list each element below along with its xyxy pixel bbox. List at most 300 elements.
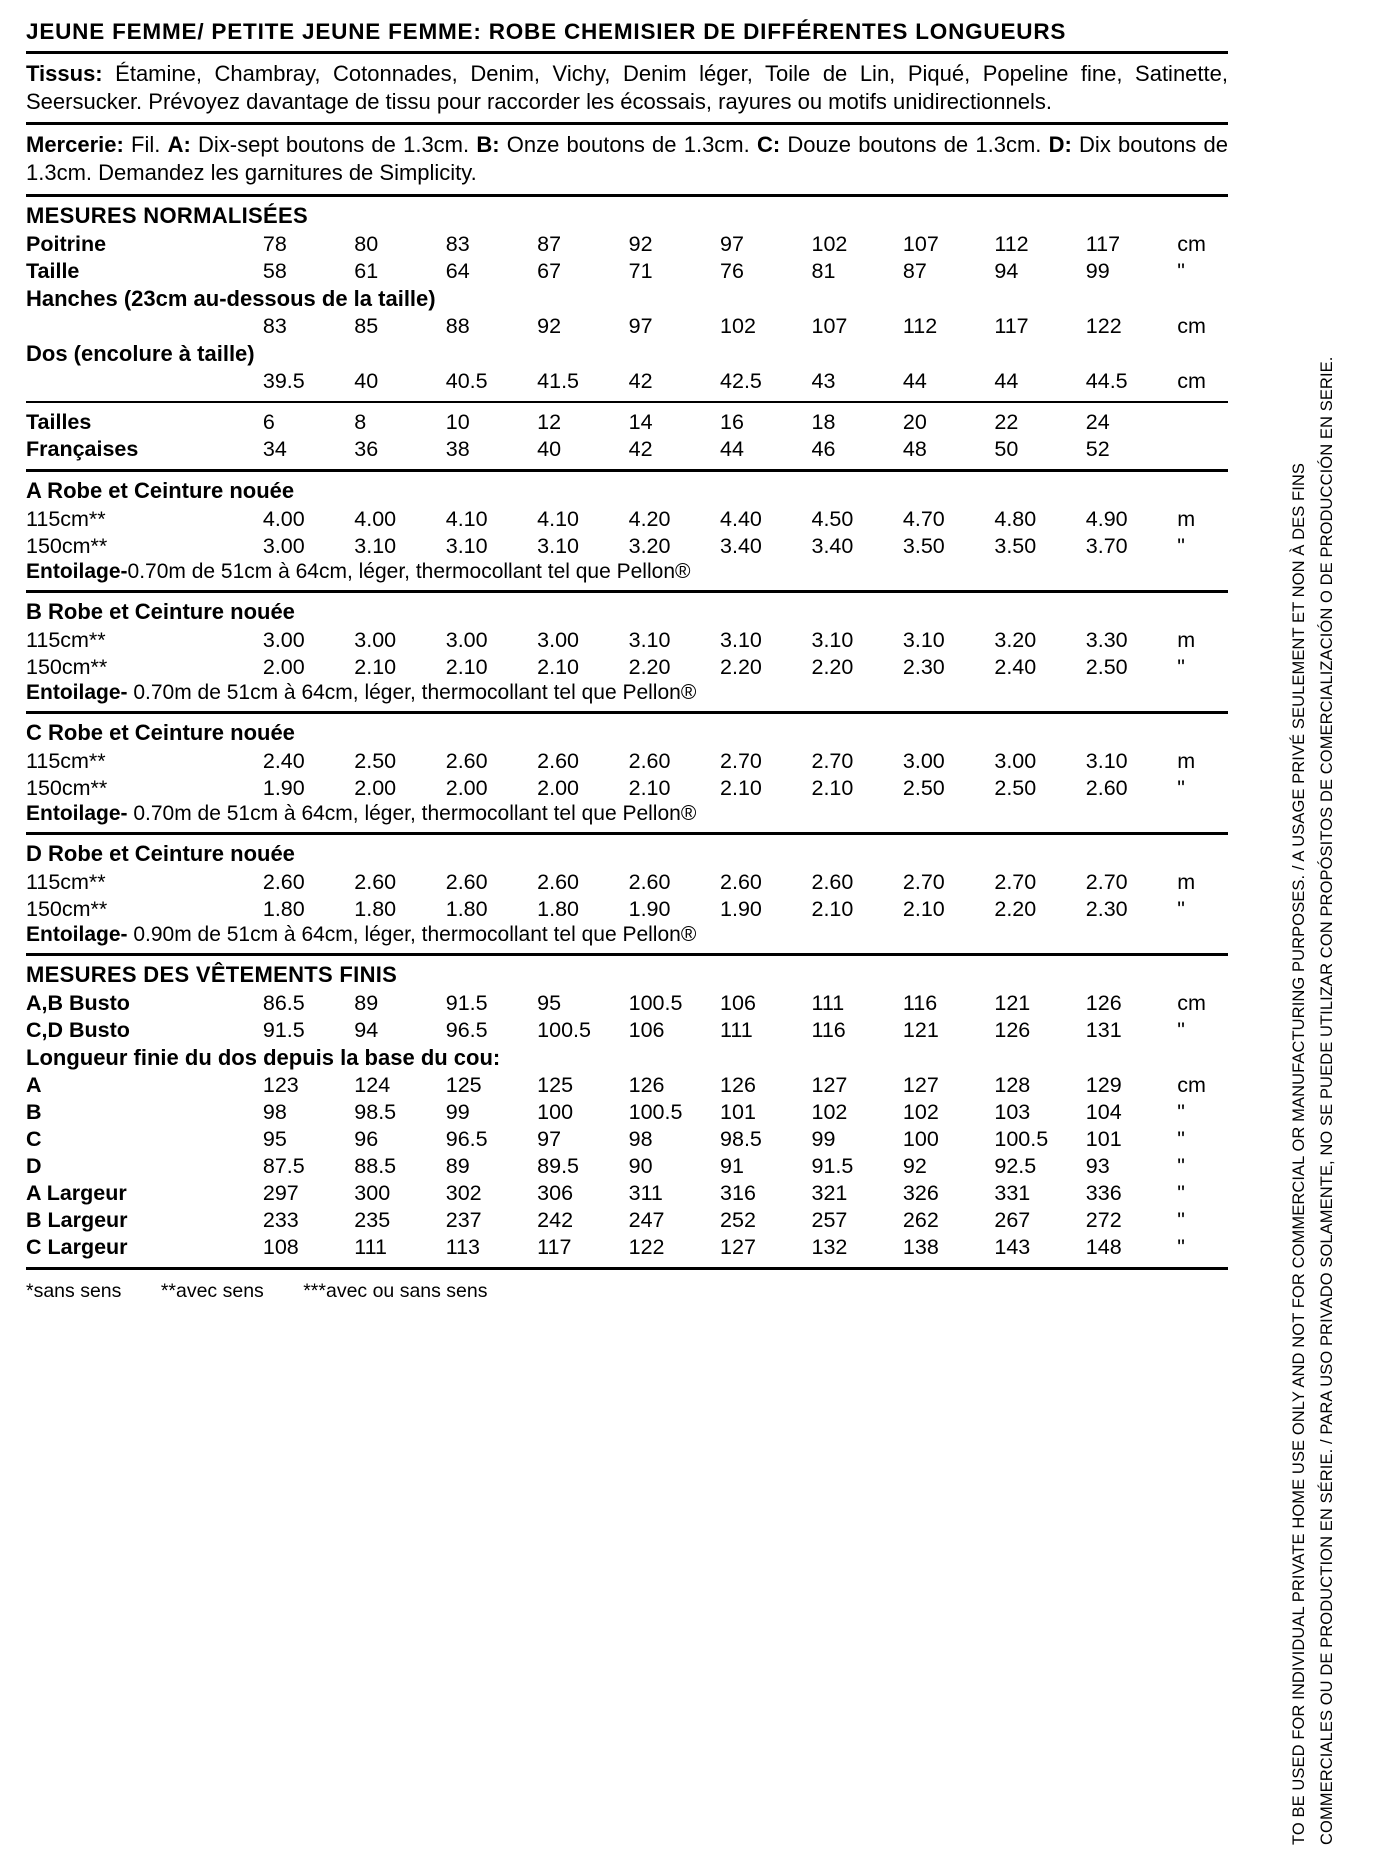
- row-label: Poitrine: [26, 231, 107, 256]
- cell: 4.10: [537, 506, 580, 531]
- cell: 2.60: [445, 748, 488, 773]
- cell: 94: [994, 258, 1019, 283]
- cell: 4.70: [902, 506, 945, 531]
- row-label: A: [26, 1072, 42, 1097]
- notions-a-label: A:: [167, 132, 191, 158]
- cell: 87: [537, 231, 562, 256]
- cell: 3.20: [994, 627, 1037, 652]
- cell: 3.00: [262, 533, 305, 558]
- unit: [1177, 436, 1228, 463]
- table-row: [26, 990, 1228, 1017]
- cell: 43: [811, 368, 836, 393]
- cell: 3.40: [720, 533, 762, 558]
- cell: 2.20: [628, 654, 671, 679]
- cell: 2.10: [720, 775, 762, 800]
- cell: 306: [537, 1180, 574, 1205]
- cell: 3.00: [537, 627, 580, 652]
- cell: 2.60: [628, 869, 671, 894]
- table-row: [26, 409, 1228, 436]
- footnote-1: *sans sens: [26, 1279, 122, 1302]
- unit: ": [1177, 1207, 1185, 1232]
- cell: 96: [354, 1126, 379, 1151]
- row-label: Taille: [26, 258, 80, 283]
- table-row: [26, 1180, 1228, 1207]
- fabrics-label: Tissus:: [26, 61, 103, 86]
- cell: 104: [1085, 1099, 1122, 1124]
- cell: 106: [720, 990, 756, 1015]
- cell: 102: [902, 1099, 939, 1124]
- cell: 90: [628, 1153, 653, 1178]
- divider: [26, 194, 1228, 197]
- cell: 3.00: [902, 748, 945, 773]
- cell: 111: [811, 990, 845, 1015]
- view-b-yardage-table: [26, 627, 1228, 681]
- row-label: A Largeur: [26, 1180, 127, 1205]
- cell: 2.60: [537, 869, 580, 894]
- cell: 297: [262, 1180, 299, 1205]
- cell: 107: [902, 231, 939, 256]
- table-row: [26, 258, 1228, 285]
- row-label: D: [26, 1153, 42, 1178]
- table-row: [26, 1234, 1228, 1261]
- cell: 97: [628, 313, 653, 338]
- cell: 83: [262, 313, 287, 338]
- standard-measurements-table: [26, 231, 1228, 395]
- cell: 97: [720, 231, 744, 256]
- cell: 3.40: [811, 533, 854, 558]
- cell: 92: [628, 231, 653, 256]
- cell: 262: [902, 1207, 939, 1232]
- cell: 247: [628, 1207, 665, 1232]
- cell: 111: [720, 1017, 753, 1042]
- cell: 100.5: [537, 1017, 591, 1042]
- row-label: 150cm**: [26, 775, 108, 800]
- legal-line-2: COMMERCIALES OU DE PRODUCTION EN SÉRIE. / PARA USO PRIVADO SOLAMENTE, NO SE PUEDE UTILIZAR CON PROPÓSITOS DE COMERCIALIZACIÓN O DE PRODUCCIÓN EN SERIE.: [1318, 356, 1336, 1845]
- cell: 4.00: [354, 506, 397, 531]
- cell: 98: [262, 1099, 287, 1124]
- table-row: [26, 1099, 1228, 1126]
- cell: 138: [902, 1234, 939, 1259]
- cell: 321: [811, 1180, 848, 1205]
- interfacing-label: Entoilage-: [26, 680, 128, 704]
- cell: 38: [445, 436, 470, 461]
- cell: 99: [1085, 258, 1110, 283]
- cell: 3.00: [445, 627, 488, 652]
- cell: 272: [1085, 1207, 1122, 1232]
- cell: 326: [902, 1180, 939, 1205]
- table-row: [26, 775, 1228, 802]
- unit: m: [1177, 627, 1196, 652]
- row-label: B Largeur: [26, 1207, 128, 1232]
- table-row: [26, 1207, 1228, 1234]
- cell: 89.5: [537, 1153, 580, 1178]
- cell: 3.10: [720, 627, 762, 652]
- divider: [26, 51, 1228, 54]
- footnote-2: **avec sens: [160, 1279, 264, 1302]
- divider: [26, 1267, 1228, 1270]
- cell: 4.40: [720, 506, 762, 531]
- cell: 1.90: [262, 775, 305, 800]
- cell: 102: [811, 231, 848, 256]
- cell: 2.00: [262, 654, 305, 679]
- cell: 4.90: [1085, 506, 1128, 531]
- cell: 95: [262, 1126, 287, 1151]
- view-d-yardage-table: [26, 869, 1228, 923]
- cell: 106: [628, 1017, 665, 1042]
- table-row: [26, 1072, 1228, 1099]
- row-label: 115cm**: [26, 748, 106, 773]
- cell: 2.60: [445, 869, 488, 894]
- cell: 124: [354, 1072, 391, 1097]
- interfacing-label: Entoilage-: [26, 559, 128, 583]
- table-row: [26, 869, 1228, 896]
- cell: 2.60: [628, 748, 671, 773]
- row-label: [26, 368, 263, 395]
- cell: 1.80: [445, 896, 488, 921]
- cell: 3.50: [902, 533, 945, 558]
- row-label: 115cm**: [26, 506, 106, 531]
- cell: 302: [445, 1180, 482, 1205]
- table-row: [26, 340, 1228, 368]
- cell: 44.5: [1085, 368, 1128, 393]
- cell: 336: [1085, 1180, 1122, 1205]
- cell: 127: [902, 1072, 939, 1097]
- cell: 125: [537, 1072, 574, 1097]
- cell: 2.20: [720, 654, 762, 679]
- cell: 2.60: [811, 869, 854, 894]
- unit: cm: [1177, 313, 1206, 338]
- cell: 58: [262, 258, 287, 283]
- notions-thread: Fil.: [123, 132, 168, 158]
- table-row: [26, 285, 1228, 313]
- cell: 99: [811, 1126, 836, 1151]
- cell: 87: [902, 258, 927, 283]
- cell: 2.30: [902, 654, 945, 679]
- cell: 2.50: [1085, 654, 1128, 679]
- cell: 2.60: [354, 869, 397, 894]
- cell: 50: [994, 436, 1019, 461]
- cell: 107: [811, 313, 848, 338]
- cell: 100.5: [628, 990, 683, 1015]
- cell: 4.20: [628, 506, 671, 531]
- cell: 132: [811, 1234, 848, 1259]
- cell: 242: [537, 1207, 574, 1232]
- table-row: [26, 654, 1228, 681]
- row-label: B: [26, 1099, 42, 1124]
- notions-d-label: D:: [1048, 132, 1072, 158]
- notions-c-label: C:: [756, 132, 781, 158]
- cell: 61: [354, 258, 379, 283]
- cell: 18: [811, 409, 836, 434]
- hips-label: Hanches (23cm au-dessous de la taille): [26, 285, 436, 311]
- divider: [26, 590, 1228, 593]
- cell: 237: [445, 1207, 482, 1232]
- cell: 42.5: [720, 368, 762, 393]
- cell: 36: [354, 436, 379, 461]
- view-a-yardage-table: [26, 506, 1228, 560]
- unit: cm: [1177, 1072, 1206, 1097]
- unit: ": [1177, 1153, 1185, 1178]
- cell: 101: [720, 1099, 756, 1124]
- cell: 100: [902, 1126, 939, 1151]
- cell: 100.5: [628, 1099, 683, 1124]
- cell: 89: [445, 1153, 470, 1178]
- view-c-interfacing: [26, 802, 1228, 826]
- view-c-heading: C Robe et Ceinture nouée: [26, 719, 295, 745]
- cell: 16: [720, 409, 744, 434]
- notions-b-label: B:: [476, 132, 500, 158]
- unit: ": [1177, 896, 1185, 921]
- cell: 97: [537, 1126, 562, 1151]
- cell: 42: [628, 436, 653, 461]
- row-label: 115cm**: [26, 869, 106, 894]
- cell: 41.5: [537, 368, 580, 393]
- table-row: [26, 748, 1228, 775]
- cell: 40: [537, 436, 562, 461]
- cell: 10: [445, 409, 470, 434]
- cell: 95: [537, 990, 562, 1015]
- row-label: 150cm**: [26, 654, 108, 679]
- table-row: [26, 1044, 1228, 1072]
- cell: 311: [628, 1180, 663, 1205]
- cell: 2.70: [720, 748, 762, 773]
- cell: 1.80: [354, 896, 397, 921]
- cell: 252: [720, 1207, 756, 1232]
- unit: cm: [1177, 231, 1206, 256]
- cell: 44: [720, 436, 744, 461]
- table-row: [26, 1126, 1228, 1153]
- cell: 3.10: [354, 533, 397, 558]
- notions-d-text: Dix boutons de 1.3cm. Demandez les garnitures de Simplicity.: [26, 132, 1228, 186]
- divider: [26, 469, 1228, 472]
- cell: 102: [811, 1099, 848, 1124]
- divider: [26, 401, 1228, 403]
- cell: 46: [811, 436, 836, 461]
- cell: 2.70: [1085, 869, 1128, 894]
- table-row: [26, 533, 1228, 560]
- table-row: [26, 313, 1228, 340]
- divider: [26, 122, 1228, 125]
- cell: 85: [354, 313, 379, 338]
- cell: 80: [354, 231, 379, 256]
- unit: [1177, 409, 1228, 436]
- cell: 34: [262, 436, 287, 461]
- cell: 101: [1085, 1126, 1122, 1151]
- cell: 3.10: [1085, 748, 1128, 773]
- cell: 24: [1085, 409, 1110, 434]
- cell: 4.50: [811, 506, 854, 531]
- cell: 12: [537, 409, 562, 434]
- cell: 2.60: [537, 748, 580, 773]
- unit: ": [1177, 775, 1185, 800]
- fabrics-paragraph: [26, 60, 1228, 116]
- unit: ": [1177, 654, 1185, 679]
- notions-label: Mercerie:: [26, 132, 124, 158]
- unit: ": [1177, 1234, 1185, 1259]
- cell: 3.10: [811, 627, 854, 652]
- cell: 2.10: [811, 775, 854, 800]
- finished-measurements-table: [26, 990, 1228, 1261]
- cell: 44: [994, 368, 1019, 393]
- cell: 93: [1085, 1153, 1110, 1178]
- view-d-interfacing: [26, 923, 1228, 947]
- unit: cm: [1177, 368, 1206, 393]
- unit: m: [1177, 869, 1196, 894]
- cell: 92: [902, 1153, 927, 1178]
- cell: 92: [537, 313, 562, 338]
- cell: 76: [720, 258, 744, 283]
- cell: 2.50: [902, 775, 945, 800]
- cell: 2.60: [262, 869, 305, 894]
- cell: 87.5: [262, 1153, 305, 1178]
- cell: 112: [994, 231, 1029, 256]
- cell: 121: [902, 1017, 939, 1042]
- notions-c-text: Douze boutons de 1.3cm.: [780, 132, 1049, 158]
- cell: 98.5: [354, 1099, 397, 1124]
- cell: 128: [994, 1072, 1031, 1097]
- table-row: [26, 1017, 1228, 1044]
- cell: 71: [628, 258, 653, 283]
- cell: 3.20: [628, 533, 671, 558]
- cell: 2.40: [262, 748, 305, 773]
- cell: 88.5: [354, 1153, 397, 1178]
- cell: 117: [1085, 231, 1121, 256]
- cell: 3.10: [628, 627, 671, 652]
- cell: 131: [1085, 1017, 1122, 1042]
- notions-paragraph: [26, 131, 1228, 187]
- row-label: [26, 313, 263, 340]
- cell: 117: [537, 1234, 572, 1259]
- cell: 123: [262, 1072, 299, 1097]
- cell: 2.50: [994, 775, 1037, 800]
- cell: 111: [354, 1234, 387, 1259]
- cell: 148: [1085, 1234, 1122, 1259]
- unit: ": [1177, 1099, 1185, 1124]
- cell: 91.5: [811, 1153, 854, 1178]
- cell: 233: [262, 1207, 299, 1232]
- view-b-interfacing: [26, 681, 1228, 705]
- cell: 2.50: [354, 748, 397, 773]
- cell: 2.20: [994, 896, 1037, 921]
- row-label: C: [26, 1126, 42, 1151]
- interfacing-text: 0.70m de 51cm à 64cm, léger, thermocollant tel que Pellon®: [127, 559, 691, 583]
- cell: 108: [262, 1234, 299, 1259]
- cell: 2.70: [811, 748, 854, 773]
- view-c-yardage-table: [26, 748, 1228, 802]
- cell: 4.00: [262, 506, 305, 531]
- footnotes: [26, 1280, 1228, 1303]
- row-label: Françaises: [26, 436, 139, 461]
- cell: 91.5: [445, 990, 488, 1015]
- interfacing-text: 0.90m de 51cm à 64cm, léger, thermocollant tel que Pellon®: [127, 922, 697, 946]
- cell: 3.00: [994, 748, 1037, 773]
- cell: 2.20: [811, 654, 854, 679]
- interfacing-text: 0.70m de 51cm à 64cm, léger, thermocollant tel que Pellon®: [127, 801, 697, 825]
- cell: 48: [902, 436, 927, 461]
- cell: 91.5: [262, 1017, 305, 1042]
- view-b-heading: B Robe et Ceinture nouée: [26, 598, 295, 624]
- cell: 99: [445, 1099, 470, 1124]
- cell: 2.10: [902, 896, 945, 921]
- table-row: [26, 436, 1228, 463]
- table-row: [26, 506, 1228, 533]
- cell: 2.10: [811, 896, 854, 921]
- page-title: JEUNE FEMME/ PETITE JEUNE FEMME: ROBE CHEMISIER DE DIFFÉRENTES LONGUEURS: [26, 19, 1067, 44]
- cell: 300: [354, 1180, 391, 1205]
- row-label: 115cm**: [26, 627, 106, 652]
- cell: 14: [628, 409, 653, 434]
- finished-measurements-heading: MESURES DES VÊTEMENTS FINIS: [26, 961, 398, 987]
- cell: 94: [354, 1017, 379, 1042]
- cell: 122: [628, 1234, 665, 1259]
- cell: 122: [1085, 313, 1122, 338]
- row-label: C Largeur: [26, 1234, 128, 1259]
- row-label: Tailles: [26, 409, 92, 434]
- cell: 2.10: [354, 654, 397, 679]
- cell: 2.40: [994, 654, 1037, 679]
- cell: 126: [1085, 990, 1122, 1015]
- cell: 3.00: [354, 627, 397, 652]
- row-label: C,D Busto: [26, 1017, 130, 1042]
- cell: 102: [720, 313, 756, 338]
- cell: 126: [628, 1072, 665, 1097]
- cell: 126: [994, 1017, 1031, 1042]
- table-row: [26, 1153, 1228, 1180]
- unit: m: [1177, 748, 1196, 773]
- cell: 2.30: [1085, 896, 1128, 921]
- interfacing-label: Entoilage-: [26, 922, 128, 946]
- cell: 116: [902, 990, 938, 1015]
- cell: 1.80: [537, 896, 580, 921]
- divider: [26, 832, 1228, 835]
- cell: 92.5: [994, 1153, 1037, 1178]
- cell: 2.10: [537, 654, 580, 679]
- cell: 143: [994, 1234, 1031, 1259]
- cell: 2.00: [354, 775, 397, 800]
- cell: 1.80: [262, 896, 305, 921]
- cell: 98: [628, 1126, 653, 1151]
- cell: 316: [720, 1180, 756, 1205]
- cell: 96.5: [445, 1017, 488, 1042]
- unit: ": [1177, 533, 1185, 558]
- cell: 2.70: [902, 869, 945, 894]
- unit: ": [1177, 1180, 1185, 1205]
- cell: 235: [354, 1207, 391, 1232]
- cell: 67: [537, 258, 562, 283]
- cell: 64: [445, 258, 470, 283]
- cell: 2.00: [537, 775, 580, 800]
- notions-a-text: Dix-sept boutons de 1.3cm.: [190, 132, 477, 158]
- standard-measurements-heading: MESURES NORMALISÉES: [26, 202, 308, 228]
- cell: 96.5: [445, 1126, 488, 1151]
- unit: ": [1177, 1126, 1185, 1151]
- cell: 91: [720, 1153, 744, 1178]
- cell: 88: [445, 313, 470, 338]
- cell: 6: [262, 409, 275, 434]
- cell: 126: [720, 1072, 756, 1097]
- cell: 2.70: [994, 869, 1037, 894]
- cell: 8: [354, 409, 367, 434]
- cell: 2.00: [445, 775, 488, 800]
- table-row: [26, 896, 1228, 923]
- cell: 3.70: [1085, 533, 1128, 558]
- back-length-label: Longueur finie du dos depuis la base du cou:: [26, 1044, 501, 1070]
- cell: 39.5: [262, 368, 305, 393]
- cell: 121: [994, 990, 1031, 1015]
- cell: 40: [354, 368, 379, 393]
- sizes-table: [26, 409, 1228, 463]
- cell: 40.5: [445, 368, 488, 393]
